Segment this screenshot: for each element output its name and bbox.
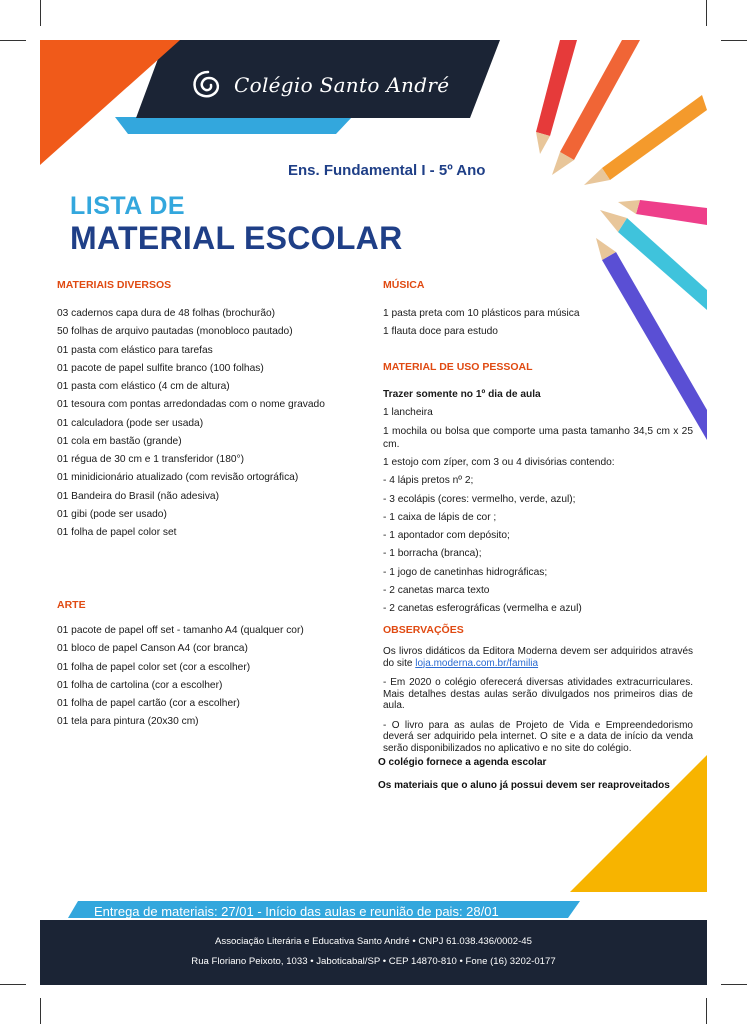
- school-logo: [190, 68, 449, 102]
- musica-list: [383, 307, 693, 344]
- list-item: 1 lancheira: [383, 407, 433, 419]
- crop-mark: [40, 998, 41, 1024]
- list-item: - 2 canetas esferográficas (vermelha e azul): [383, 603, 582, 614]
- list-item: 01 folha de cartolina (cor a escolher): [57, 679, 223, 691]
- uso-pessoal-list: [383, 406, 693, 615]
- materiais-diversos-list: [57, 307, 367, 544]
- note-agenda: O colégio fornece a agenda escolar: [378, 757, 547, 768]
- pencil-orange: [584, 95, 707, 185]
- footer-line-1: Associação Literária e Educativa Santo André • CNPJ 61.038.436/0002-45: [215, 936, 532, 947]
- list-item: 01 folha de papel cartão (cor a escolher): [57, 698, 240, 709]
- list-item: 1 flauta doce para estudo: [383, 326, 498, 338]
- list-item: - 1 borracha (branca);: [383, 548, 482, 560]
- list-item: 1 estojo com zíper, com 3 ou 4 divisórias contendo:: [383, 457, 615, 468]
- crop-mark: [0, 984, 26, 985]
- list-item: - 1 caixa de lápis de cor ;: [383, 511, 497, 523]
- section-title-arte: ARTE: [57, 599, 86, 611]
- deadline-banner: Entrega de materiais: 27/01 - Início das aulas e reunião de pais: 28/01: [94, 904, 499, 919]
- list-item: 01 régua de 30 cm e 1 transferidor (180°): [57, 454, 244, 465]
- list-item: 01 calculadora (pode ser usada): [57, 417, 204, 429]
- crop-mark: [706, 0, 707, 26]
- footer-line-2: Rua Floriano Peixoto, 1033 • Jaboticabal/SP • CEP 14870-810 • Fone (16) 3202-0177: [191, 956, 556, 967]
- title-line-1: LISTA DE: [70, 192, 186, 220]
- list-item: 01 cola em bastão (grande): [57, 435, 182, 447]
- observacoes-block: [383, 646, 693, 762]
- pencil-magenta: [618, 200, 707, 225]
- crop-mark: [721, 984, 747, 985]
- list-item: - 1 apontador com depósito;: [383, 530, 510, 541]
- list-item: 1 pasta preta com 10 plásticos para música: [383, 308, 580, 319]
- list-item: 1 mochila ou bolsa que comporte uma pasta tamanho 34,5 cm x 25 cm.: [383, 425, 693, 450]
- arte-list: [57, 624, 367, 734]
- crop-mark: [0, 40, 26, 41]
- title-line-2: MATERIAL ESCOLAR: [70, 220, 403, 256]
- list-item: 50 folhas de arquivo pautadas (monobloco pautado): [57, 326, 293, 338]
- list-item: 01 gibi (pode ser usado): [57, 508, 167, 520]
- list-item: - 1 jogo de canetinhas hidrográficas;: [383, 566, 548, 578]
- crop-mark: [706, 998, 707, 1024]
- list-item: 01 pasta com elástico para tarefas: [57, 344, 213, 356]
- school-name: Colégio Santo André: [234, 73, 450, 97]
- crop-mark: [40, 0, 41, 26]
- list-item: 01 folha de papel color set: [57, 527, 177, 538]
- obs-paragraph-3: - O livro para as aulas de Projeto de Vida e Empreendedorismo deverá ser adquirido pela internet. O site e a data de início da venda serão disponibilizados no aplicativo e no site do colégio.: [383, 719, 693, 754]
- footer: [40, 920, 707, 985]
- list-item: 01 folha de papel color set (cor a escolher): [57, 661, 251, 673]
- list-item: 01 bloco de papel Canson A4 (cor branca): [57, 643, 248, 655]
- uso-pessoal-block: [383, 388, 693, 620]
- section-title-materiais-diversos: MATERIAIS DIVERSOS: [57, 279, 172, 291]
- crop-mark: [721, 40, 747, 41]
- store-link[interactable]: loja.moderna.com.br/familia: [415, 657, 539, 669]
- list-item: 01 pacote de papel sulfite branco (100 folhas): [57, 362, 264, 374]
- section-title-uso-pessoal: MATERIAL DE USO PESSOAL: [383, 361, 533, 373]
- list-item: 01 Bandeira do Brasil (não adesiva): [57, 490, 219, 502]
- list-item: 01 pasta com elástico (4 cm de altura): [57, 381, 230, 392]
- section-title-observacoes: OBSERVAÇÕES: [383, 624, 464, 636]
- list-item: - 4 lápis pretos nº 2;: [383, 475, 474, 487]
- obs-paragraph-2: - Em 2020 o colégio oferecerá diversas atividades extracurriculares. Mais detalhes destas aulas serão divulgados nos primeiros dias de aula.: [383, 677, 693, 711]
- obs-paragraph-1: Os livros didáticos da Editora Moderna devem ser adquiridos através do site loja.moderna.com.br/familia: [383, 646, 693, 669]
- list-item: - 2 canetas marca texto: [383, 584, 490, 596]
- uso-pessoal-subtitle: Trazer somente no 1º dia de aula: [383, 389, 541, 400]
- list-item: 01 minidicionário atualizado (com revisão ortográfica): [57, 472, 299, 484]
- list-item: 01 pacote de papel off set - tamanho A4 (qualquer cor): [57, 625, 304, 636]
- section-title-musica: MÚSICA: [383, 279, 425, 291]
- logo-swirl-icon: [190, 68, 226, 102]
- list-item: 01 tesoura com pontas arredondadas com o nome gravado: [57, 399, 325, 411]
- list-item: 03 cadernos capa dura de 48 folhas (brochurão): [57, 308, 276, 319]
- flyer-page: [40, 40, 707, 985]
- grade-label: Ens. Fundamental I - 5º Ano: [288, 162, 486, 179]
- note-reuse: Os materiais que o aluno já possui devem ser reaproveitados: [378, 780, 670, 791]
- list-item: 01 tela para pintura (20x30 cm): [57, 716, 199, 728]
- list-item: - 3 ecolápis (cores: vermelho, verde, azul);: [383, 493, 576, 505]
